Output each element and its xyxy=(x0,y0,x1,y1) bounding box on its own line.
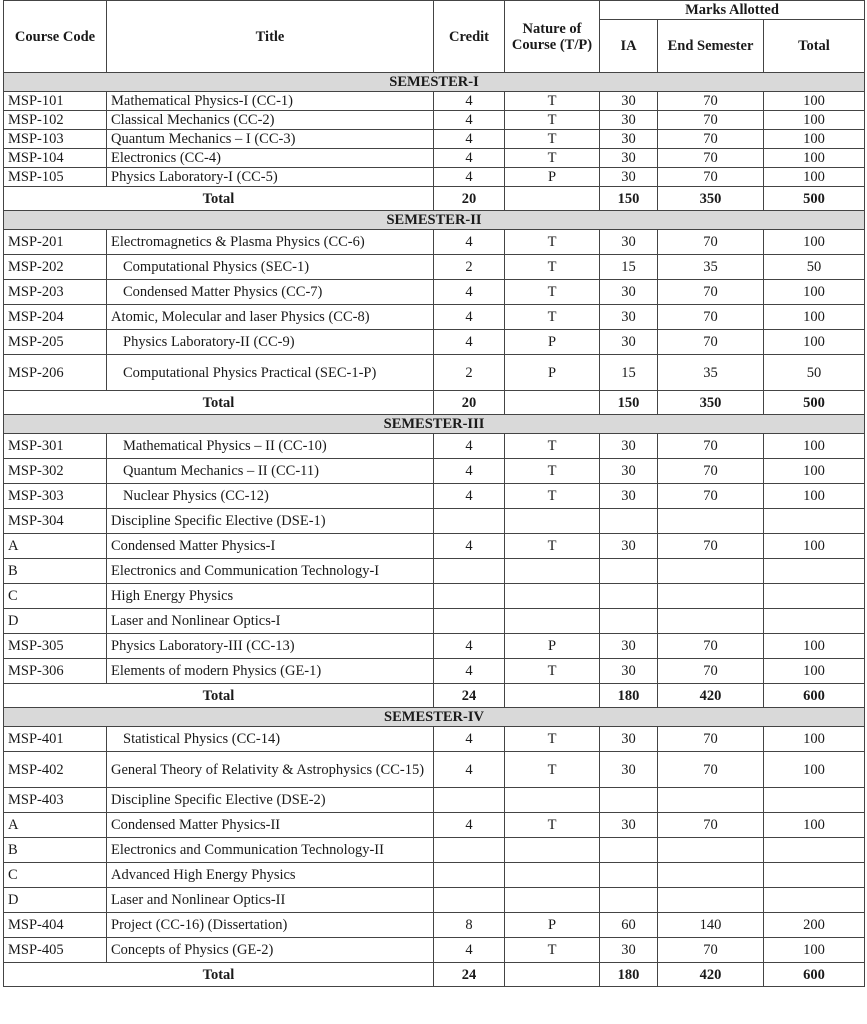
end-semester-marks-cell xyxy=(658,788,764,813)
credit-cell: 4 xyxy=(434,230,505,255)
course-title-cell: Mathematical Physics-I (CC-1) xyxy=(107,92,434,111)
credit-cell xyxy=(434,584,505,609)
ia-marks-cell xyxy=(600,559,658,584)
total-ia-cell: 180 xyxy=(600,684,658,708)
course-code-cell: D xyxy=(4,609,107,634)
header-total: Total xyxy=(764,20,865,73)
end-semester-marks-cell: 70 xyxy=(658,813,764,838)
course-code-cell: MSP-301 xyxy=(4,434,107,459)
semester-total-row xyxy=(4,684,865,708)
end-semester-marks-cell: 70 xyxy=(658,727,764,752)
course-code-cell: MSP-401 xyxy=(4,727,107,752)
ia-marks-cell: 30 xyxy=(600,305,658,330)
end-semester-marks-cell: 70 xyxy=(658,459,764,484)
end-semester-marks-cell: 70 xyxy=(658,130,764,149)
table-row xyxy=(4,788,865,813)
total-marks-cell: 100 xyxy=(764,659,865,684)
total-marks-cell: 200 xyxy=(764,913,865,938)
course-code-cell: MSP-202 xyxy=(4,255,107,280)
total-marks-cell: 100 xyxy=(764,92,865,111)
end-semester-marks-cell: 70 xyxy=(658,280,764,305)
table-row xyxy=(4,863,865,888)
total-marks-cell: 100 xyxy=(764,434,865,459)
table-row xyxy=(4,888,865,913)
semester-title: SEMESTER-III xyxy=(4,415,865,434)
table-row xyxy=(4,255,865,280)
course-code-cell: MSP-104 xyxy=(4,149,107,168)
total-end-semester-cell: 420 xyxy=(658,963,764,987)
credit-cell: 4 xyxy=(434,459,505,484)
nature-cell: T xyxy=(505,280,600,305)
semester-title: SEMESTER-IV xyxy=(4,708,865,727)
nature-cell: T xyxy=(505,111,600,130)
nature-cell: T xyxy=(505,255,600,280)
end-semester-marks-cell xyxy=(658,888,764,913)
total-credit-cell: 20 xyxy=(434,391,505,415)
course-title-cell: Electronics and Communication Technology-II xyxy=(107,838,434,863)
ia-marks-cell xyxy=(600,888,658,913)
nature-cell: T xyxy=(505,305,600,330)
credit-cell: 4 xyxy=(434,92,505,111)
course-title-cell: Condensed Matter Physics-II xyxy=(107,813,434,838)
nature-cell xyxy=(505,609,600,634)
end-semester-marks-cell: 70 xyxy=(658,330,764,355)
header-course-code: Course Code xyxy=(4,1,107,73)
total-marks-cell: 100 xyxy=(764,149,865,168)
table-row xyxy=(4,230,865,255)
total-ia-cell: 180 xyxy=(600,963,658,987)
end-semester-marks-cell: 70 xyxy=(658,149,764,168)
total-marks-cell: 50 xyxy=(764,255,865,280)
nature-cell: T xyxy=(505,484,600,509)
credit-cell xyxy=(434,788,505,813)
total-marks-cell: 100 xyxy=(764,813,865,838)
total-marks-cell: 100 xyxy=(764,727,865,752)
credit-cell: 8 xyxy=(434,913,505,938)
nature-cell: P xyxy=(505,355,600,391)
total-marks-cell: 100 xyxy=(764,230,865,255)
ia-marks-cell: 30 xyxy=(600,149,658,168)
total-nature-cell xyxy=(505,684,600,708)
ia-marks-cell xyxy=(600,609,658,634)
end-semester-marks-cell xyxy=(658,863,764,888)
total-marks-cell: 100 xyxy=(764,752,865,788)
course-title-cell: Laser and Nonlinear Optics-II xyxy=(107,888,434,913)
course-title-cell: Atomic, Molecular and laser Physics (CC-8) xyxy=(107,305,434,330)
semester-title: SEMESTER-I xyxy=(4,73,865,92)
nature-cell xyxy=(505,509,600,534)
credit-cell: 4 xyxy=(434,752,505,788)
ia-marks-cell: 30 xyxy=(600,727,658,752)
course-code-cell: MSP-205 xyxy=(4,330,107,355)
credit-cell: 4 xyxy=(434,280,505,305)
ia-marks-cell xyxy=(600,509,658,534)
semester-total-row xyxy=(4,391,865,415)
total-marks-cell: 100 xyxy=(764,459,865,484)
total-marks-cell: 100 xyxy=(764,111,865,130)
end-semester-marks-cell: 70 xyxy=(658,168,764,187)
credit-cell: 4 xyxy=(434,813,505,838)
table-row xyxy=(4,659,865,684)
course-code-cell: C xyxy=(4,584,107,609)
ia-marks-cell: 30 xyxy=(600,434,658,459)
ia-marks-cell: 30 xyxy=(600,813,658,838)
nature-cell: P xyxy=(505,168,600,187)
ia-marks-cell: 15 xyxy=(600,355,658,391)
nature-cell xyxy=(505,584,600,609)
end-semester-marks-cell: 70 xyxy=(658,111,764,130)
course-title-cell: Nuclear Physics (CC-12) xyxy=(107,484,434,509)
course-title-cell: Physics Laboratory-III (CC-13) xyxy=(107,634,434,659)
credit-cell: 4 xyxy=(434,305,505,330)
nature-cell: T xyxy=(505,813,600,838)
credit-cell xyxy=(434,838,505,863)
table-row xyxy=(4,305,865,330)
header-credit: Credit xyxy=(434,1,505,73)
credit-cell: 4 xyxy=(434,168,505,187)
total-marks-cell xyxy=(764,838,865,863)
total-label: Total xyxy=(4,187,434,211)
course-title-cell: Electronics (CC-4) xyxy=(107,149,434,168)
total-ia-cell: 150 xyxy=(600,391,658,415)
table-row xyxy=(4,330,865,355)
credit-cell: 4 xyxy=(434,330,505,355)
total-label: Total xyxy=(4,963,434,987)
table-row xyxy=(4,634,865,659)
course-title-cell: Mathematical Physics – II (CC-10) xyxy=(107,434,434,459)
ia-marks-cell: 60 xyxy=(600,913,658,938)
total-marks-cell xyxy=(764,609,865,634)
course-code-cell: MSP-105 xyxy=(4,168,107,187)
course-code-cell: MSP-103 xyxy=(4,130,107,149)
course-title-cell: Discipline Specific Elective (DSE-1) xyxy=(107,509,434,534)
credit-cell xyxy=(434,509,505,534)
total-marks-cell: 100 xyxy=(764,168,865,187)
course-title-cell: Physics Laboratory-I (CC-5) xyxy=(107,168,434,187)
total-marks-cell: 100 xyxy=(764,534,865,559)
nature-cell: T xyxy=(505,534,600,559)
course-code-cell: MSP-302 xyxy=(4,459,107,484)
table-row xyxy=(4,280,865,305)
end-semester-marks-cell: 70 xyxy=(658,484,764,509)
course-title-cell: Electromagnetics & Plasma Physics (CC-6) xyxy=(107,230,434,255)
course-code-cell: A xyxy=(4,534,107,559)
end-semester-marks-cell: 35 xyxy=(658,255,764,280)
table-row xyxy=(4,92,865,111)
header-end-semester: End Semester xyxy=(658,20,764,73)
credit-cell xyxy=(434,609,505,634)
course-code-cell: MSP-201 xyxy=(4,230,107,255)
semester-total-row xyxy=(4,187,865,211)
course-code-cell: MSP-306 xyxy=(4,659,107,684)
total-credit-cell: 24 xyxy=(434,963,505,987)
course-code-cell: MSP-206 xyxy=(4,355,107,391)
table-row xyxy=(4,559,865,584)
nature-cell xyxy=(505,863,600,888)
total-nature-cell xyxy=(505,187,600,211)
total-marks-cell xyxy=(764,559,865,584)
credit-cell: 4 xyxy=(434,534,505,559)
nature-cell: T xyxy=(505,92,600,111)
nature-cell xyxy=(505,888,600,913)
nature-cell xyxy=(505,559,600,584)
course-structure-table xyxy=(3,0,865,987)
total-marks-cell: 100 xyxy=(764,280,865,305)
ia-marks-cell: 30 xyxy=(600,534,658,559)
total-marks-cell: 600 xyxy=(764,963,865,987)
nature-cell: T xyxy=(505,459,600,484)
course-title-cell: Quantum Mechanics – I (CC-3) xyxy=(107,130,434,149)
nature-cell: T xyxy=(505,752,600,788)
end-semester-marks-cell xyxy=(658,584,764,609)
total-label: Total xyxy=(4,391,434,415)
table-row xyxy=(4,813,865,838)
end-semester-marks-cell: 70 xyxy=(658,434,764,459)
nature-cell: T xyxy=(505,938,600,963)
course-code-cell: MSP-101 xyxy=(4,92,107,111)
end-semester-marks-cell: 70 xyxy=(658,305,764,330)
course-title-cell: Laser and Nonlinear Optics-I xyxy=(107,609,434,634)
end-semester-marks-cell: 35 xyxy=(658,355,764,391)
ia-marks-cell xyxy=(600,863,658,888)
nature-cell: T xyxy=(505,149,600,168)
table-row xyxy=(4,609,865,634)
semester-header xyxy=(4,73,865,92)
course-code-cell: MSP-305 xyxy=(4,634,107,659)
nature-cell xyxy=(505,788,600,813)
nature-cell: T xyxy=(505,434,600,459)
header-marks-allotted: Marks Allotted xyxy=(600,1,865,20)
course-code-cell: A xyxy=(4,813,107,838)
course-title-cell: Physics Laboratory-II (CC-9) xyxy=(107,330,434,355)
table-row xyxy=(4,168,865,187)
course-code-cell: MSP-203 xyxy=(4,280,107,305)
nature-cell: P xyxy=(505,913,600,938)
end-semester-marks-cell: 70 xyxy=(658,534,764,559)
end-semester-marks-cell: 70 xyxy=(658,230,764,255)
course-code-cell: MSP-405 xyxy=(4,938,107,963)
table-row xyxy=(4,838,865,863)
ia-marks-cell xyxy=(600,838,658,863)
ia-marks-cell xyxy=(600,584,658,609)
credit-cell: 4 xyxy=(434,434,505,459)
ia-marks-cell: 30 xyxy=(600,484,658,509)
end-semester-marks-cell xyxy=(658,838,764,863)
table-row xyxy=(4,355,865,391)
table-header xyxy=(4,1,865,73)
ia-marks-cell: 30 xyxy=(600,230,658,255)
ia-marks-cell: 30 xyxy=(600,111,658,130)
semester-header xyxy=(4,708,865,727)
total-marks-cell xyxy=(764,863,865,888)
nature-cell: T xyxy=(505,659,600,684)
total-marks-cell: 100 xyxy=(764,130,865,149)
end-semester-marks-cell xyxy=(658,559,764,584)
course-title-cell: Advanced High Energy Physics xyxy=(107,863,434,888)
ia-marks-cell: 30 xyxy=(600,130,658,149)
credit-cell: 4 xyxy=(434,484,505,509)
table-row xyxy=(4,484,865,509)
header-nature: Nature of Course (T/P) xyxy=(505,1,600,73)
course-title-cell: High Energy Physics xyxy=(107,584,434,609)
course-code-cell: B xyxy=(4,838,107,863)
course-code-cell: MSP-102 xyxy=(4,111,107,130)
course-title-cell: Classical Mechanics (CC-2) xyxy=(107,111,434,130)
end-semester-marks-cell: 70 xyxy=(658,752,764,788)
credit-cell: 4 xyxy=(434,634,505,659)
ia-marks-cell: 30 xyxy=(600,330,658,355)
course-code-cell: C xyxy=(4,863,107,888)
end-semester-marks-cell xyxy=(658,509,764,534)
table-row xyxy=(4,727,865,752)
total-credit-cell: 20 xyxy=(434,187,505,211)
total-marks-cell: 600 xyxy=(764,684,865,708)
course-title-cell: Discipline Specific Elective (DSE-2) xyxy=(107,788,434,813)
total-end-semester-cell: 420 xyxy=(658,684,764,708)
table-body xyxy=(4,73,865,987)
total-marks-cell: 100 xyxy=(764,305,865,330)
total-end-semester-cell: 350 xyxy=(658,391,764,415)
credit-cell: 4 xyxy=(434,149,505,168)
table-row xyxy=(4,459,865,484)
course-code-cell: B xyxy=(4,559,107,584)
credit-cell xyxy=(434,863,505,888)
table-row xyxy=(4,534,865,559)
total-nature-cell xyxy=(505,963,600,987)
ia-marks-cell: 30 xyxy=(600,280,658,305)
nature-cell: P xyxy=(505,634,600,659)
course-title-cell: Computational Physics (SEC-1) xyxy=(107,255,434,280)
total-marks-cell xyxy=(764,584,865,609)
ia-marks-cell xyxy=(600,788,658,813)
total-marks-cell: 50 xyxy=(764,355,865,391)
table-row xyxy=(4,111,865,130)
total-credit-cell: 24 xyxy=(434,684,505,708)
ia-marks-cell: 30 xyxy=(600,168,658,187)
header-title: Title xyxy=(107,1,434,73)
course-title-cell: Quantum Mechanics – II (CC-11) xyxy=(107,459,434,484)
nature-cell: P xyxy=(505,330,600,355)
total-marks-cell xyxy=(764,888,865,913)
total-marks-cell: 100 xyxy=(764,938,865,963)
end-semester-marks-cell xyxy=(658,609,764,634)
credit-cell: 4 xyxy=(434,130,505,149)
course-code-cell: MSP-204 xyxy=(4,305,107,330)
credit-cell: 4 xyxy=(434,659,505,684)
end-semester-marks-cell: 70 xyxy=(658,938,764,963)
end-semester-marks-cell: 140 xyxy=(658,913,764,938)
nature-cell: T xyxy=(505,130,600,149)
credit-cell xyxy=(434,888,505,913)
semester-header xyxy=(4,415,865,434)
end-semester-marks-cell: 70 xyxy=(658,659,764,684)
table-row xyxy=(4,752,865,788)
table-row xyxy=(4,434,865,459)
course-code-cell: MSP-402 xyxy=(4,752,107,788)
total-marks-cell: 500 xyxy=(764,187,865,211)
ia-marks-cell: 30 xyxy=(600,659,658,684)
course-code-cell: MSP-404 xyxy=(4,913,107,938)
course-title-cell: General Theory of Relativity & Astrophysics (CC-15) xyxy=(107,752,434,788)
course-title-cell: Condensed Matter Physics (CC-7) xyxy=(107,280,434,305)
total-marks-cell: 100 xyxy=(764,634,865,659)
total-ia-cell: 150 xyxy=(600,187,658,211)
ia-marks-cell: 30 xyxy=(600,459,658,484)
course-title-cell: Statistical Physics (CC-14) xyxy=(107,727,434,752)
course-title-cell: Project (CC-16) (Dissertation) xyxy=(107,913,434,938)
ia-marks-cell: 15 xyxy=(600,255,658,280)
ia-marks-cell: 30 xyxy=(600,752,658,788)
credit-cell xyxy=(434,559,505,584)
table-row xyxy=(4,584,865,609)
ia-marks-cell: 30 xyxy=(600,92,658,111)
credit-cell: 4 xyxy=(434,938,505,963)
table-row xyxy=(4,938,865,963)
semester-header xyxy=(4,211,865,230)
total-marks-cell xyxy=(764,509,865,534)
total-marks-cell xyxy=(764,788,865,813)
table-row xyxy=(4,913,865,938)
table-row xyxy=(4,149,865,168)
nature-cell: T xyxy=(505,230,600,255)
table-row xyxy=(4,509,865,534)
header-ia: IA xyxy=(600,20,658,73)
ia-marks-cell: 30 xyxy=(600,938,658,963)
course-title-cell: Condensed Matter Physics-I xyxy=(107,534,434,559)
nature-cell: T xyxy=(505,727,600,752)
total-marks-cell: 500 xyxy=(764,391,865,415)
course-title-cell: Concepts of Physics (GE-2) xyxy=(107,938,434,963)
end-semester-marks-cell: 70 xyxy=(658,92,764,111)
total-marks-cell: 100 xyxy=(764,330,865,355)
total-marks-cell: 100 xyxy=(764,484,865,509)
end-semester-marks-cell: 70 xyxy=(658,634,764,659)
table-row xyxy=(4,130,865,149)
credit-cell: 2 xyxy=(434,355,505,391)
course-title-cell: Computational Physics Practical (SEC-1-P) xyxy=(107,355,434,391)
course-code-cell: MSP-403 xyxy=(4,788,107,813)
course-title-cell: Electronics and Communication Technology-I xyxy=(107,559,434,584)
total-label: Total xyxy=(4,684,434,708)
semester-total-row xyxy=(4,963,865,987)
semester-title: SEMESTER-II xyxy=(4,211,865,230)
total-end-semester-cell: 350 xyxy=(658,187,764,211)
total-nature-cell xyxy=(505,391,600,415)
credit-cell: 2 xyxy=(434,255,505,280)
nature-cell xyxy=(505,838,600,863)
credit-cell: 4 xyxy=(434,727,505,752)
course-title-cell: Elements of modern Physics (GE-1) xyxy=(107,659,434,684)
ia-marks-cell: 30 xyxy=(600,634,658,659)
course-code-cell: MSP-304 xyxy=(4,509,107,534)
course-code-cell: D xyxy=(4,888,107,913)
course-code-cell: MSP-303 xyxy=(4,484,107,509)
credit-cell: 4 xyxy=(434,111,505,130)
